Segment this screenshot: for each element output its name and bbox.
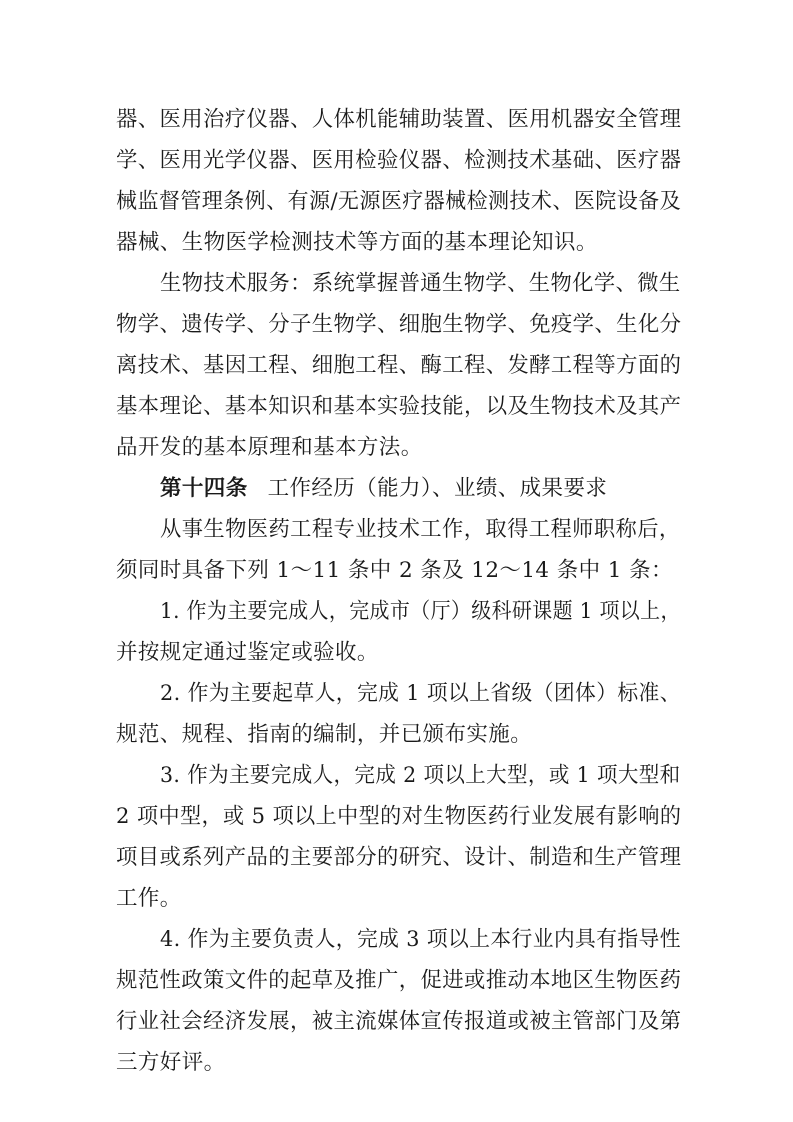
list-item-line: 规范、规程、指南的编制，并已颁布实施。 (116, 722, 533, 747)
list-item-line: 项目或系列产品的主要部分的研究、设计、制造和生产管理 (116, 845, 682, 870)
list-item-line: 1. 作为主要完成人，完成市（厅）级科研课题 1 项以上， (160, 599, 681, 624)
paragraph-line: 学、医用光学仪器、医用检验仪器、检测技术基础、医疗器 (116, 148, 682, 173)
paragraph-line: 器、医用治疗仪器、人体机能辅助装置、医用机器安全管理 (116, 107, 682, 132)
article-title: 工作经历（能力）、业绩、成果要求 (267, 476, 608, 501)
paragraph-line: 基本理论、基本知识和基本实验技能，以及生物技术及其产 (116, 394, 682, 419)
paragraph-line: 器械、生物医学检测技术等方面的基本理论知识。 (116, 230, 598, 255)
list-item-line: 4. 作为主要负责人，完成 3 项以上本行业内具有指导性 (160, 927, 681, 952)
list-item-line: 行业社会经济发展，被主流媒体宣传报道或被主管部门及第 (116, 1009, 682, 1034)
paragraph-line: 须同时具备下列 1～11 条中 2 条及 12～14 条中 1 条： (116, 558, 673, 583)
paragraph-line: 品开发的基本原理和基本方法。 (116, 435, 423, 460)
list-item-line: 工作。 (116, 886, 182, 911)
list-item-line: 2. 作为主要起草人，完成 1 项以上省级（团体）标准、 (160, 681, 681, 706)
article-number: 第十四条 (160, 476, 248, 501)
paragraph-line: 从事生物医药工程专业技术工作，取得工程师职称后， (160, 517, 681, 542)
list-item-line: 并按规定通过鉴定或验收。 (116, 640, 379, 665)
paragraph-line: 离技术、基因工程、细胞工程、酶工程、发酵工程等方面的 (116, 353, 682, 378)
paragraph-line: 生物技术服务：系统掌握普通生物学、生物化学、微生 (160, 271, 681, 296)
paragraph-line: 械监督管理条例、有源/无源医疗器械检测技术、医院设备及 (116, 189, 682, 214)
article-heading (160, 475, 607, 503)
list-item-line: 规范性政策文件的起草及推广，促进或推动本地区生物医药 (116, 968, 682, 993)
list-item-line: 3. 作为主要完成人，完成 2 项以上大型，或 1 项大型和 (160, 763, 681, 788)
list-item-line: 三方好评。 (116, 1050, 226, 1075)
list-item-line: 2 项中型，或 5 项以上中型的对生物医药行业发展有影响的 (116, 804, 682, 829)
paragraph-line: 物学、遗传学、分子生物学、细胞生物学、免疫学、生化分 (116, 312, 682, 337)
